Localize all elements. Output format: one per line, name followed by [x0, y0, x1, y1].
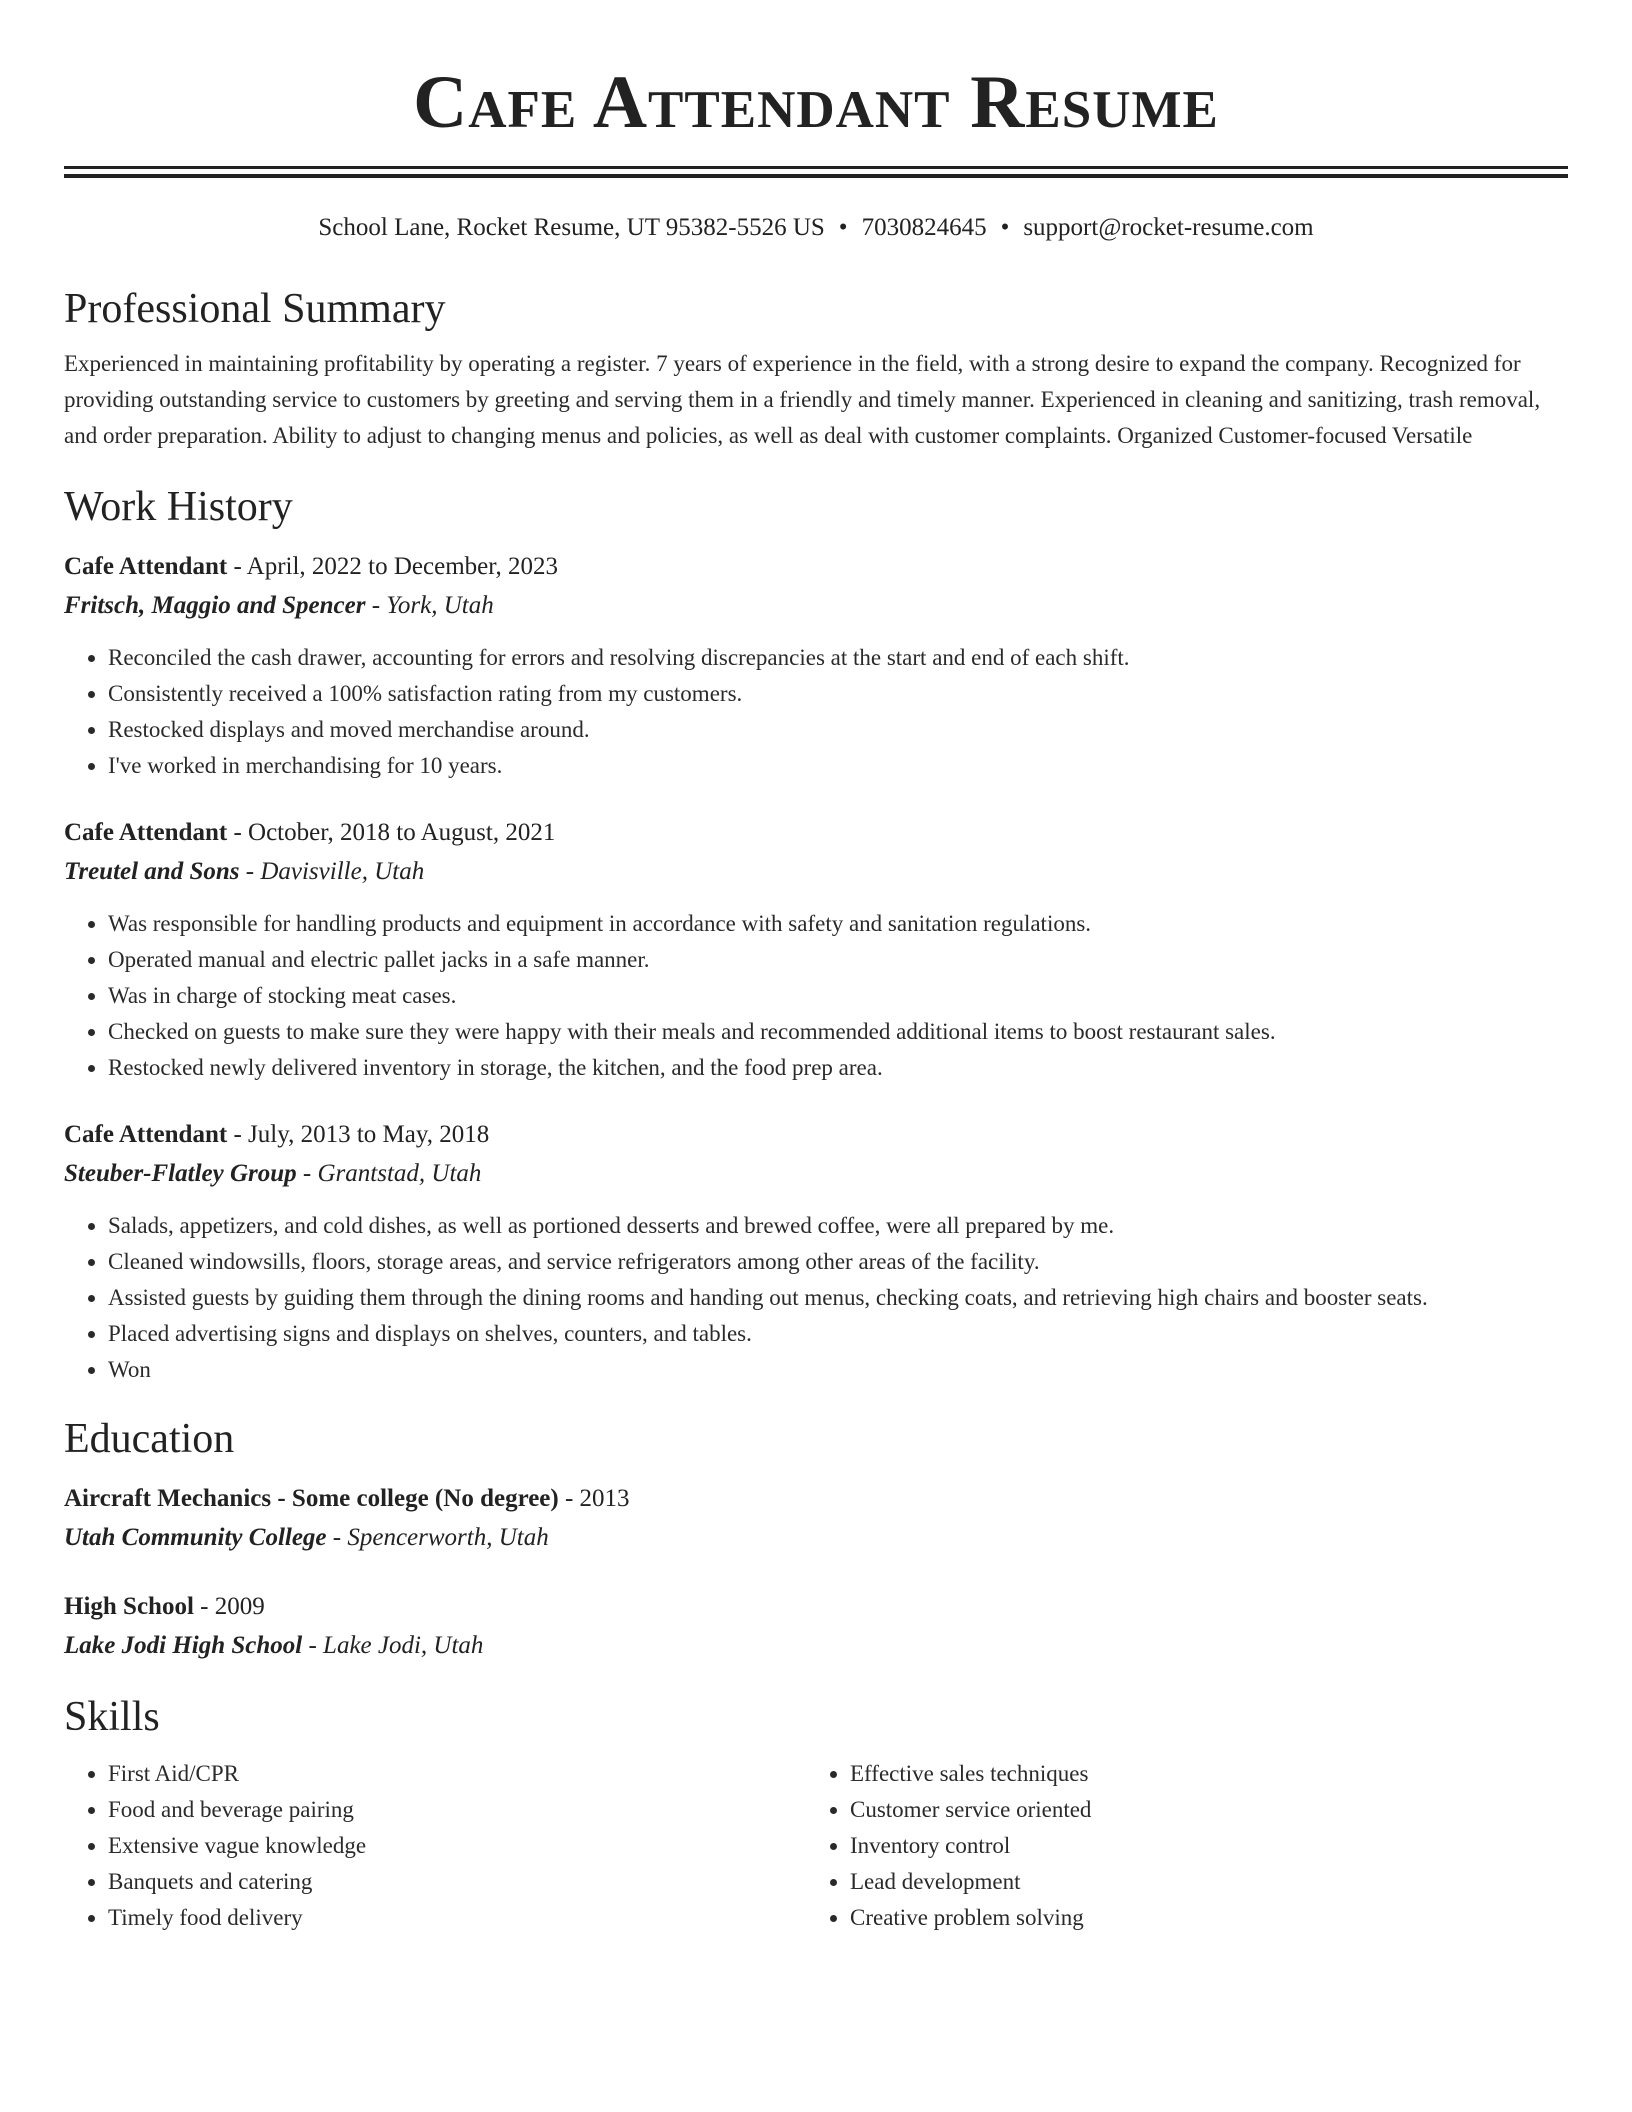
job-title-line	[64, 1116, 1568, 1154]
skills-section	[64, 1692, 1568, 1936]
skill-item: • Creative problem solving	[850, 1900, 1548, 1936]
job-bullet: • Won	[108, 1352, 1568, 1388]
job-bullet: • Restocked displays and moved merchandise around.	[108, 712, 1568, 748]
education-location: - Spencerworth, Utah	[326, 1524, 549, 1551]
education-entry	[64, 1480, 1568, 1558]
skills-column-right	[806, 1756, 1548, 1936]
education-school-line	[64, 1626, 1568, 1666]
job-bullets	[64, 1208, 1568, 1388]
job-entry	[64, 814, 1568, 1086]
education-degree-line	[64, 1480, 1568, 1518]
skill-item: • Lead development	[850, 1864, 1548, 1900]
job-dates: - July, 2013 to May, 2018	[227, 1121, 490, 1148]
job-entry	[64, 548, 1568, 784]
education-entry	[64, 1588, 1568, 1666]
contact-separator: •	[838, 214, 848, 241]
job-location: - Davisville, Utah	[239, 858, 425, 885]
skill-item: • Effective sales techniques	[850, 1756, 1548, 1792]
skill-item: • Banquets and catering	[108, 1864, 806, 1900]
contact-email: support@rocket-resume.com	[1023, 214, 1314, 241]
skill-item: • Extensive vague knowledge	[108, 1828, 806, 1864]
work-history-section	[64, 482, 1568, 1388]
job-location: - Grantstad, Utah	[296, 1160, 482, 1187]
job-company-line	[64, 1154, 1568, 1194]
job-title: Cafe Attendant	[64, 819, 228, 846]
job-bullet: • Cleaned windowsills, floors, storage areas, and service refrigerators among other areas of the facility.	[108, 1244, 1568, 1280]
education-school: Lake Jodi High School	[64, 1632, 303, 1659]
job-bullet: • I've worked in merchandising for 10 years.	[108, 748, 1568, 784]
job-bullet: • Consistently received a 100% satisfaction rating from my customers.	[108, 676, 1568, 712]
job-title-line	[64, 814, 1568, 852]
job-company: Fritsch, Maggio and Spencer	[64, 592, 366, 619]
contact-address: School Lane, Rocket Resume, UT 95382-5526 US	[318, 214, 825, 241]
skills-column-left	[64, 1756, 806, 1936]
skill-item: • Inventory control	[850, 1828, 1548, 1864]
job-bullet: • Reconciled the cash drawer, accounting for errors and resolving discrepancies at the start and end of each shift.	[108, 640, 1568, 676]
skills-grid	[64, 1756, 1568, 1936]
education-section	[64, 1414, 1568, 1666]
job-bullet: • Assisted guests by guiding them through the dining rooms and handing out menus, checking coats, and retrieving high chairs and booster seats.	[108, 1280, 1568, 1316]
summary-text: Experienced in maintaining profitability by operating a register. 7 years of experience in the field, with a strong desire to expand the company. Recognized for providing outstanding service to customers by greeting and serving them in a friendly and timely manner. Experienced in cleaning and sanitizing, trash removal, and order preparation. Ability to adjust to changing menus and policies, as well as deal with customer complaints. Organized Customer-focused Versatile	[64, 351, 1541, 448]
job-bullet: • Restocked newly delivered inventory in storage, the kitchen, and the food prep area.	[108, 1050, 1568, 1086]
job-title: Cafe Attendant	[64, 1121, 228, 1148]
contact-separator: •	[1000, 214, 1010, 241]
job-bullet: • Operated manual and electric pallet jacks in a safe manner.	[108, 942, 1568, 978]
skill-item: • Food and beverage pairing	[108, 1792, 806, 1828]
job-company: Treutel and Sons	[64, 858, 240, 885]
education-school-line	[64, 1518, 1568, 1558]
job-title: Cafe Attendant	[64, 553, 228, 580]
job-location: - York, Utah	[365, 592, 494, 619]
skill-item: • Timely food delivery	[108, 1900, 806, 1936]
section-heading: Professional Summary	[64, 286, 446, 332]
skill-item: • Customer service oriented	[850, 1792, 1548, 1828]
section-heading: Work History	[64, 484, 293, 530]
job-bullets	[64, 906, 1568, 1086]
job-bullet: • Placed advertising signs and displays on shelves, counters, and tables.	[108, 1316, 1568, 1352]
resume-title: Cafe Attendant Resume	[413, 61, 1219, 144]
education-location: - Lake Jodi, Utah	[302, 1632, 484, 1659]
education-degree: Aircraft Mechanics - Some college (No degree)	[64, 1485, 559, 1512]
title-double-rule	[64, 166, 1568, 178]
education-year: - 2009	[193, 1593, 265, 1620]
job-bullet: • Was responsible for handling products and equipment in accordance with safety and sanitation regulations.	[108, 906, 1568, 942]
section-heading: Skills	[64, 1694, 160, 1740]
job-bullet: • Checked on guests to make sure they were happy with their meals and recommended additional items to boost restaurant sales.	[108, 1014, 1568, 1050]
job-dates: - April, 2022 to December, 2023	[227, 553, 559, 580]
job-bullet: • Was in charge of stocking meat cases.	[108, 978, 1568, 1014]
job-entry	[64, 1116, 1568, 1388]
job-dates: - October, 2018 to August, 2021	[227, 819, 556, 846]
section-heading: Education	[64, 1416, 235, 1462]
professional-summary-section	[64, 284, 1568, 454]
job-company: Steuber-Flatley Group	[64, 1160, 297, 1187]
job-company-line	[64, 852, 1568, 892]
job-title-line	[64, 548, 1568, 586]
contact-line	[64, 212, 1568, 244]
job-company-line	[64, 586, 1568, 626]
skill-item: • First Aid/CPR	[108, 1756, 806, 1792]
education-degree-line	[64, 1588, 1568, 1626]
contact-phone: 7030824645	[861, 214, 987, 241]
education-school: Utah Community College	[64, 1524, 327, 1551]
job-bullet: • Salads, appetizers, and cold dishes, as well as portioned desserts and brewed coffee, were all prepared by me.	[108, 1208, 1568, 1244]
education-degree: High School	[64, 1593, 194, 1620]
education-year: - 2013	[558, 1485, 630, 1512]
job-bullets	[64, 640, 1568, 784]
